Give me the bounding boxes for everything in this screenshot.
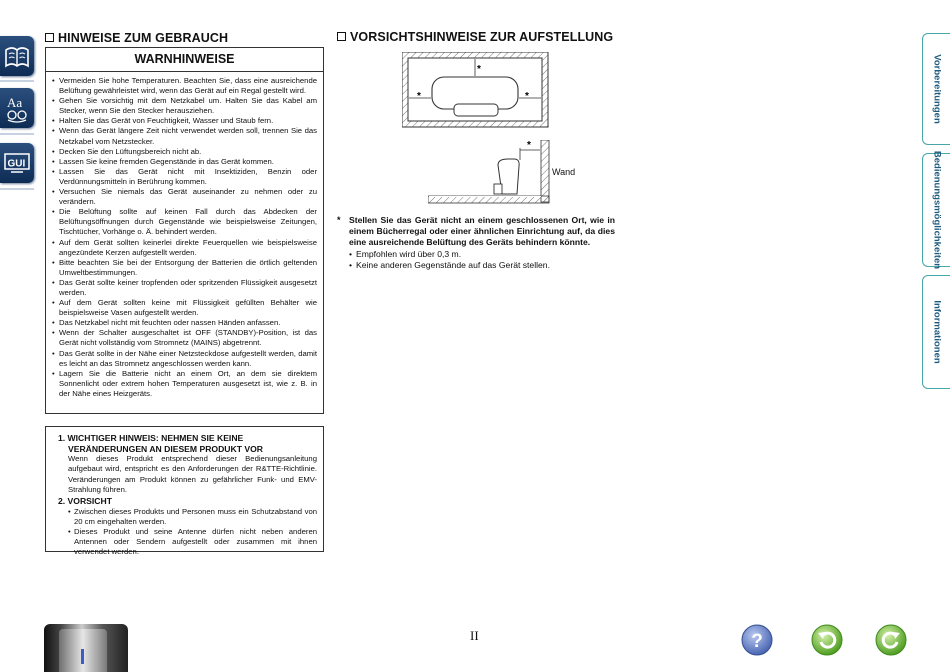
warning-item: • Versuchen Sie niemals das Gerät auseinander zu nehmen oder zu verändern. xyxy=(52,187,317,207)
warning-item: • Lassen Sie keine fremden Gegenstände in das Gerät kommen. xyxy=(52,157,317,167)
book-icon[interactable] xyxy=(0,36,34,76)
installation-note xyxy=(337,215,615,271)
product-thumbnail xyxy=(44,624,128,672)
checkbox-square-icon xyxy=(45,33,54,42)
section-heading-installation xyxy=(337,30,613,44)
note-bullet: • Empfohlen wird über 0,3 m. xyxy=(349,249,615,260)
caution-list xyxy=(52,507,317,558)
section-heading-installation-text: VORSICHTSHINWEISE ZUR AUFSTELLUNG xyxy=(350,30,614,44)
tab-label: Vorbereitungen xyxy=(931,54,942,124)
checkbox-square-icon xyxy=(337,32,346,41)
help-button[interactable] xyxy=(741,624,773,656)
warning-box xyxy=(45,47,324,414)
forward-icon xyxy=(875,624,907,656)
help-symbol: ? xyxy=(751,631,763,652)
back-button[interactable] xyxy=(811,624,843,656)
tab-informationen[interactable] xyxy=(922,275,950,389)
page-number: II xyxy=(470,628,479,643)
status-led xyxy=(81,649,84,664)
important-notice-box xyxy=(45,426,324,557)
section-heading-usage xyxy=(45,31,228,45)
font-icon-text: Aa xyxy=(7,95,23,110)
help-icon xyxy=(741,624,773,656)
wall-clearance-diagram xyxy=(428,140,553,206)
section-heading-usage-text: HINWEISE ZUM GEBRAUCH xyxy=(58,31,229,45)
important-heading: 1. WICHTIGER HINWEIS: NEHMEN SIE KEINE VERÄNDERUNGEN AN DIESEM PRODUKT VOR xyxy=(58,433,263,454)
warning-item: • Gehen Sie vorsichtig mit dem Netzkabel um. Halten Sie das Kabel am Stecker, wenn Sie den Stecker herausziehen. xyxy=(52,96,317,116)
warning-item: • Wenn das Gerät längere Zeit nicht verwendet werden soll, trennen Sie das Netzkabel vom Netzstecker. xyxy=(52,126,317,146)
wall-label: Wand xyxy=(552,167,576,177)
font-glyph xyxy=(3,93,31,125)
warning-item: • Auf dem Gerät sollten keine mit Flüssigkeit gefüllten Behälter wie beispielsweise Vasen aufgestellt werden. xyxy=(52,298,317,318)
tab-label: Informationen xyxy=(931,300,942,364)
gui-icon-text: GUI xyxy=(7,158,26,170)
book-glyph xyxy=(3,41,31,71)
shelf-clearance-diagram xyxy=(402,52,562,132)
warning-item: • Decken Sie den Lüftungsbereich nicht ab. xyxy=(52,147,317,157)
warning-item: • Bitte beachten Sie bei der Entsorgung der Batterien die örtlich geltenden Umweltbestimmungen. xyxy=(52,258,317,278)
figure-star-wall: * xyxy=(527,140,531,151)
warning-item: • Die Belüftung sollte auf keinen Fall durch das Abdecken der Belüftungsöffnungen durch Gegenstände wie beispielsweise Zeitungen, Tischtücher, Vorhänge o. Ä. behindert werden. xyxy=(52,207,317,237)
gui-glyph xyxy=(3,148,31,178)
warning-title: WARNHINWEISE xyxy=(46,48,323,72)
sidebar-divider xyxy=(0,188,34,190)
warning-list xyxy=(46,72,323,399)
warning-item: • Lagern Sie die Batterie nicht an einem Ort, an dem sie direktem Sonnenlicht oder extrem hohen Temperaturen ausgesetzt ist, wie z. B. in der Nähe eines Heizgeräts. xyxy=(52,369,317,399)
warning-item: • Auf dem Gerät sollten keinerlei direkte Feuerquellen wie beispielsweise angezündete Kerzen aufgestellt werden. xyxy=(52,238,317,258)
gui-icon[interactable] xyxy=(0,143,34,183)
figure-star-top: * xyxy=(477,64,481,75)
warning-item: • Das Gerät sollte keiner tropfenden oder spritzenden Flüssigkeit ausgesetzt werden. xyxy=(52,278,317,298)
important-text: Wenn dieses Produkt entsprechend dieser Bedienungsanleitung aufgebaut wird, entspricht es den Anforderungen der R&TTE-Richtlinie. Veränderungen am Produkt können zu gefährlicher Funk- und EMV-Strahlung führen. xyxy=(68,454,317,494)
warning-item: • Halten Sie das Gerät von Feuchtigkeit, Wasser und Staub fern. xyxy=(52,116,317,126)
sidebar-divider xyxy=(0,133,34,135)
tab-bedienungsmoeglichkeiten[interactable] xyxy=(922,150,950,270)
forward-button[interactable] xyxy=(875,624,907,656)
caution-item: • Zwischen dieses Produkts und Personen muss ein Schutzabstand von 20 cm eingehalten werden. xyxy=(68,507,317,527)
font-icon[interactable] xyxy=(0,88,34,128)
tab-label: Bedienungsmöglichkeiten xyxy=(931,150,942,270)
note-star: * xyxy=(337,215,341,225)
warning-item: • Das Netzkabel nicht mit feuchten oder nassen Händen anfassen. xyxy=(52,318,317,328)
figure-star-left: * xyxy=(417,91,421,102)
warning-item: • Das Gerät sollte in der Nähe einer Netzsteckdose aufgestellt werden, damit es leicht an das Stromnetz angeschlossen werden kann. xyxy=(52,349,317,369)
warning-item: • Wenn der Schalter ausgeschaltet ist OFF (STANDBY)-Position, ist das Gerät nicht vollständig vom Stromnetz (MAINS) abgetrennt. xyxy=(52,328,317,348)
warning-item: • Lassen Sie das Gerät nicht mit Insektiziden, Benzin oder Verdünnungsmitteln in Berührung kommen. xyxy=(52,167,317,187)
caution-item: • Dieses Produkt und seine Antenne dürfen nicht neben anderen Antennen oder Sendern aufgestellt oder zusammen mit ihnen verwendet werden. xyxy=(68,527,317,558)
note-list xyxy=(337,249,615,271)
tab-vorbereitungen[interactable] xyxy=(922,33,950,145)
caution-heading: 2. VORSICHT xyxy=(58,496,112,506)
note-bullet: • Keine anderen Gegenstände auf das Gerät stellen. xyxy=(349,260,615,271)
sidebar-divider xyxy=(0,80,34,82)
back-icon xyxy=(811,624,843,656)
warning-item: • Vermeiden Sie hohe Temperaturen. Beachten Sie, dass eine ausreichende Belüftung gewährleistet wird, wenn das Gerät auf ein Regal gestellt wird. xyxy=(52,76,317,96)
note-text: Stellen Sie das Gerät nicht an einem geschlossenen Ort, wie in einem Bücherregal oder einer ähnlichen Einrichtung auf, da dies eine ausreichende Belüftung des Geräts behindern könnte. xyxy=(349,215,615,247)
figure-star-right: * xyxy=(525,91,529,102)
